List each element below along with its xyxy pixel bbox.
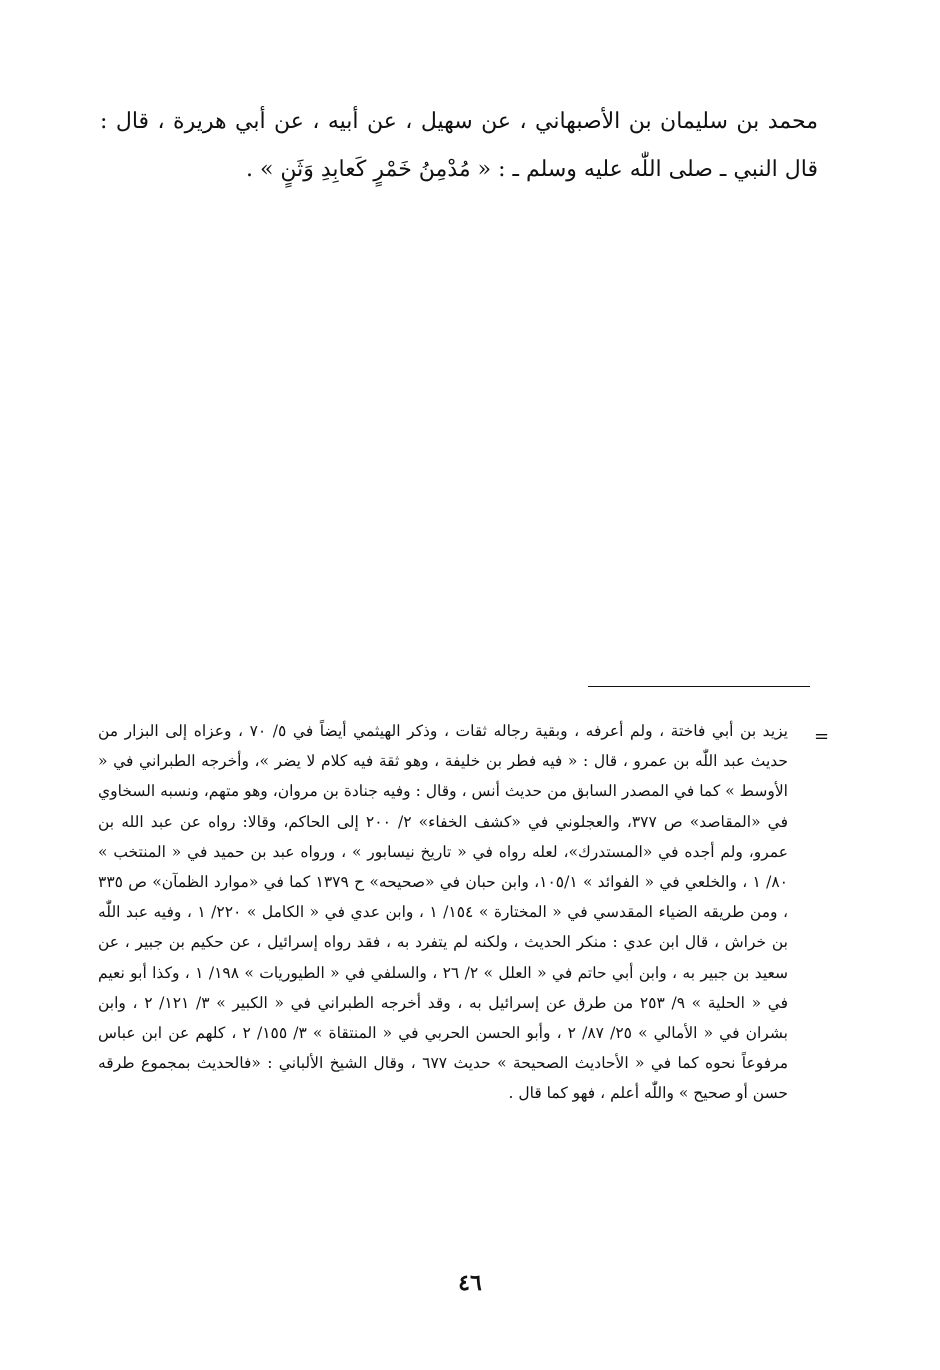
footnote-block xyxy=(98,716,788,1109)
page-number: ٤٦ xyxy=(458,1270,482,1296)
footnote-paragraph: يزيد بن أبي فاختة ، ولم أعرفه ، وبقية رجاله ثقات ، وذكر الهيثمي أيضاً في ٥/ ٧٠ ، وعزاه إلى البزار من حديث عبد اللّٰه بن عمرو ، قال : « فيه فطر بن خليفة ، وهو ثقة فيه كلام لا يضر »، وأخرجه الطبراني في « الأوسط » كما في المصدر السابق من حديث أنس ، وقال : وفيه جنادة بن مروان، وهو متهم، ونسبه السخاوي في «المقاصد» ص ٣٧٧، والعجلوني في «كشف الخفاء» ٢/ ٢٠٠ إلى الحاكم، وقالا: رواه عن عبد الله بن عمرو، ولم أجده في «المستدرك»، لعله رواه في « تاريخ نيسابور » ، ورواه عبد بن حميد في « المنتخب » ٨٠/ ١ ، والخلعي في « الفوائد » ١٠٥/١، وابن حبان في «صحيحه» ح ١٣٧٩ كما في «موارد الظمآن» ص ٣٣٥ ، ومن طريقه الضياء المقدسي في « المختارة » ١٥٤/ ١ ، وابن عدي في « الكامل » ٢٢٠/ ١ ، وفيه عبد اللّٰه بن خراش ، قال ابن عدي : منكر الحديث ، ولكنه لم يتفرد به ، فقد رواه إسرائيل ، عن حكيم بن جبير ، عن سعيد بن جبير به ، وابن أبي حاتم في « العلل » ٢/ ٢٦ ، والسلفي في « الطيوريات » ١٩٨/ ١ ، وكذا أبو نعيم في « الحلية » ٩/ ٢٥٣ من طرق عن إسرائيل به ، وقد أخرجه الطبراني في « الكبير » ٣/ ١٢١/ ٢ ، وابن بشران في « الأمالي » ٢٥/ ٨٧/ ٢ ، وأبو الحسن الحربي في « المنتقاة » ٣/ ١٥٥/ ٢ ، كلهم عن ابن عباس مرفوعاً نحوه كما في « الأحاديث الصحيحة » حديث ٦٧٧ ، وقال الشيخ الألباني : «فالحديث بمجموع طرقه حسن أو صحيح » واللّٰه أعلم ، فهو كما قال . xyxy=(98,722,789,1103)
main-text-block xyxy=(100,98,818,194)
footnote-separator xyxy=(588,686,810,687)
main-text-paragraph: محمد بن سليمان بن الأصبهاني ، عن سهيل ، عن أبيه ، عن أبي هريرة ، قال : قال النبي ـ صلى اللّٰه عليه وسلم ـ : « مُدْمِنُ خَمْرٍ كَعابِدِ وَثَنٍ » . xyxy=(100,109,818,182)
footnote-continuation-marker: = xyxy=(814,726,830,747)
